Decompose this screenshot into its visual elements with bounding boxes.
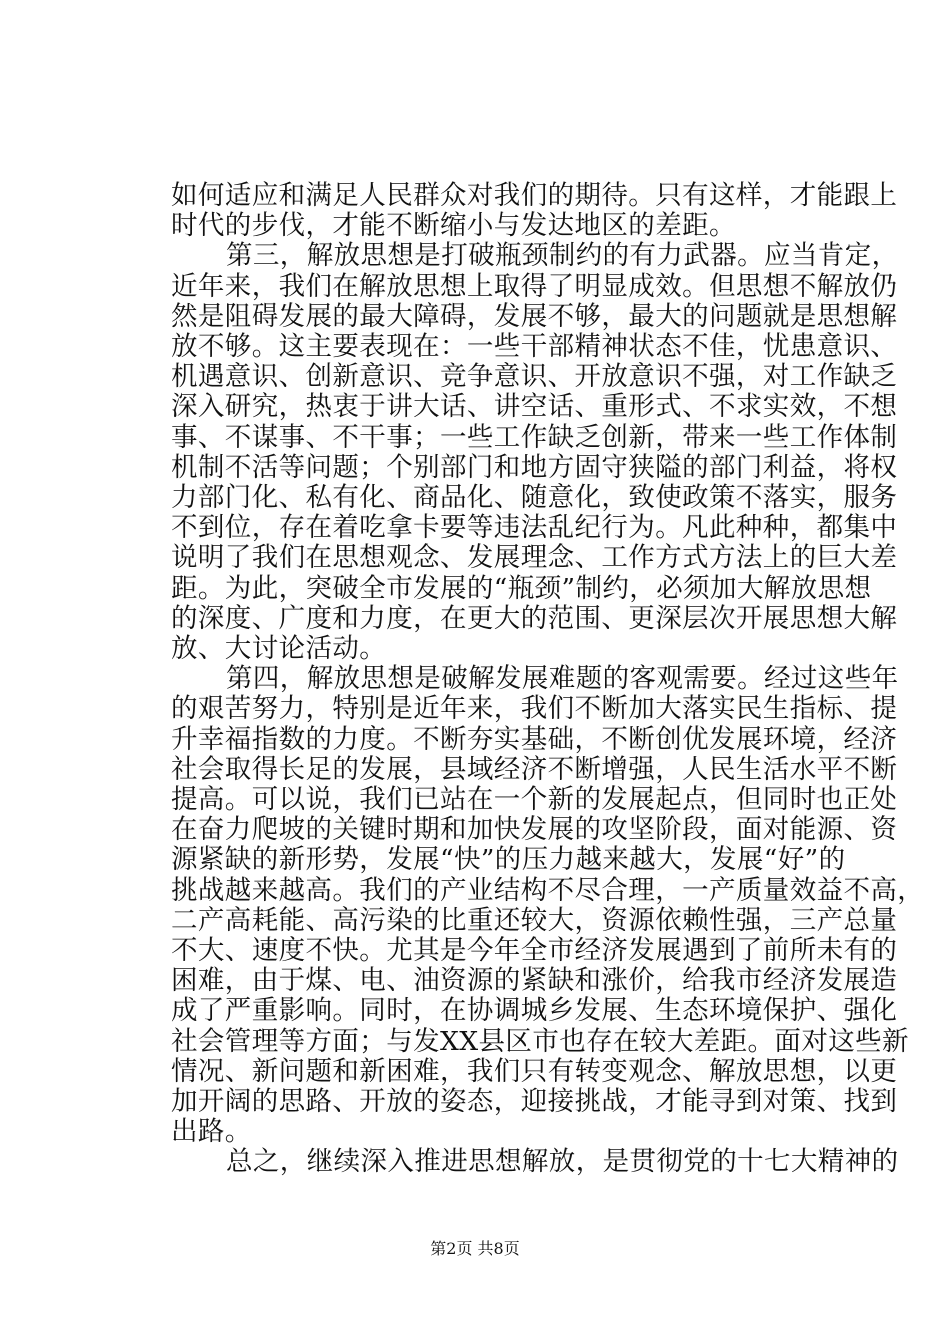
text-line: 源紧缺的新形势，发展“快”的压力越来越大，发展“好”的 <box>171 844 846 876</box>
text-line: 社会管理等方面；与发XX县区市也存在较大差距。面对这些新 <box>171 1025 909 1057</box>
text-line: 不到位，存在着吃拿卡要等违法乱纪行为。凡此种种，都集中 <box>171 512 898 544</box>
paragraph-start-line: 总之，继续深入推进思想解放，是贯彻党的十七大精神的 <box>226 1146 899 1178</box>
text-line: 提高。可以说，我们已站在一个新的发展起点，但同时也正处 <box>171 784 898 815</box>
text-line: 然是阻碍发展的最大障碍，发展不够，最大的问题就是思想解 <box>171 300 898 332</box>
text-line: 挑战越来越高。我们的产业结构不尽合理，一产质量效益不高， <box>171 874 925 906</box>
text-line: 的艰苦努力，特别是近年来，我们不断加大落实民生指标、提 <box>171 693 898 725</box>
text-line: 机制不活等问题；个别部门和地方固守狭隘的部门利益，将权 <box>171 451 898 483</box>
text-line: 加开阔的思路、开放的姿态，迎接挑战，才能寻到对策、找到 <box>171 1086 898 1117</box>
text-line: 成了严重影响。同时，在协调城乡发展、生态环境保护、强化 <box>171 995 898 1027</box>
text-line: 时代的步伐，才能不断缩小与发达地区的差距。 <box>171 210 736 242</box>
text-line: 事、不谋事、不干事；一些工作缺乏创新，带来一些工作体制 <box>171 421 898 453</box>
text-line: 出路。 <box>171 1116 252 1148</box>
text-line: 升幸福指数的力度。不断夯实基础，不断创优发展环境，经济 <box>171 723 898 755</box>
text-line: 在奋力爬坡的关键时期和加快发展的攻坚阶段，面对能源、资 <box>171 814 898 846</box>
text-line: 不大、速度不快。尤其是今年全市经济发展遇到了前所未有的 <box>171 935 898 966</box>
text-line: 力部门化、私有化、商品化、随意化，致使政策不落实，服务 <box>171 482 898 513</box>
text-line: 社会取得长足的发展，县域经济不断增强，人民生活水平不断 <box>171 753 898 785</box>
paragraph-start-line: 第三，解放思想是打破瓶颈制约的有力武器。应当肯定， <box>226 240 899 272</box>
text-line: 情况、新问题和新困难，我们只有转变观念、解放思想，以更 <box>171 1055 898 1087</box>
text-line: 近年来，我们在解放思想上取得了明显成效。但思想不解放仍 <box>171 270 898 302</box>
page-number-footer: 第2页 共8页 <box>430 1239 520 1258</box>
text-line: 放不够。这主要表现在：一些干部精神状态不佳，忧患意识、 <box>171 331 898 362</box>
text-line: 放、大讨论活动。 <box>171 633 387 664</box>
text-line: 距。为此，突破全市发展的“瓶颈”制约，必须加大解放思想 <box>171 572 872 604</box>
text-line: 的深度、广度和力度，在更大的范围、更深层次开展思想大解 <box>171 602 898 634</box>
text-line: 二产高耗能、高污染的比重还较大，资源依赖性强，三产总量 <box>171 904 898 936</box>
text-line: 深入研究，热衷于讲大话、讲空话、重形式、不求实效，不想 <box>171 391 898 423</box>
paragraph-start-line: 第四，解放思想是破解发展难题的客观需要。经过这些年 <box>226 663 899 695</box>
text-line: 机遇意识、创新意识、竞争意识、开放意识不强，对工作缺乏 <box>171 361 898 393</box>
text-line: 如何适应和满足人民群众对我们的期待。只有这样，才能跟上 <box>171 180 898 211</box>
text-line: 困难，由于煤、电、油资源的紧缺和涨价，给我市经济发展造 <box>171 965 898 997</box>
text-line: 说明了我们在思想观念、发展理念、工作方式方法上的巨大差 <box>171 542 898 574</box>
